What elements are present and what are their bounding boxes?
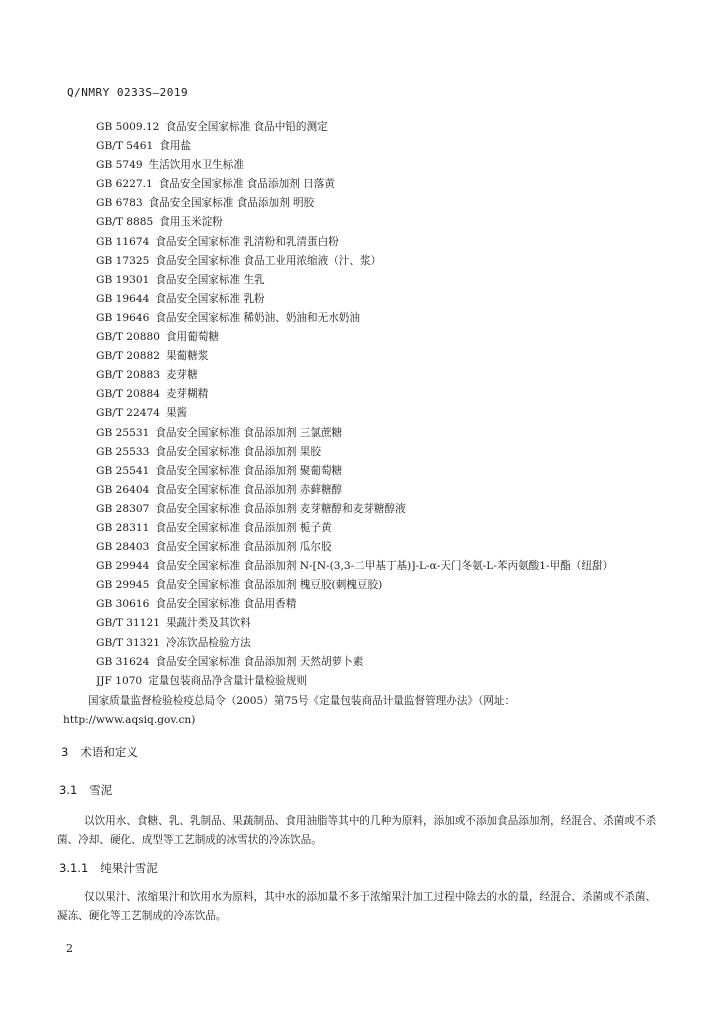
- reference-item: [96, 404, 696, 423]
- reference-title: 食品安全国家标准 食品添加剂 赤藓糖醇: [155, 483, 343, 496]
- reference-item: [96, 271, 696, 290]
- reference-code: GB 28403: [96, 541, 150, 554]
- reference-code: JJF 1070: [96, 674, 143, 687]
- reference-title: 食品安全国家标准 食品工业用浓缩液（汁、浆）: [155, 254, 382, 267]
- reference-item: [96, 672, 696, 691]
- reference-title: 食品安全国家标准 乳清粉和乳清蛋白粉: [155, 235, 339, 248]
- reference-code: GB 25541: [96, 464, 150, 477]
- normative-references-list: [96, 118, 696, 691]
- reference-item: [96, 213, 696, 232]
- reference-item: [96, 156, 696, 175]
- reference-code: GB/T 8885: [96, 216, 154, 229]
- reference-code: GB/T 20880: [96, 331, 160, 344]
- reference-item: [96, 424, 696, 443]
- reference-code: GB 29945: [96, 579, 150, 592]
- reference-code: GB 31624: [96, 655, 150, 668]
- reference-code: GB/T 20883: [96, 369, 160, 382]
- reference-item: [96, 347, 696, 366]
- reference-title: 麦芽糊精: [165, 388, 209, 401]
- reference-title: 冷冻饮品检验方法: [165, 636, 251, 649]
- reference-title: 果葡糖浆: [165, 350, 209, 363]
- reference-code: GB 5749: [96, 159, 143, 172]
- reference-title: 食品安全国家标准 食品添加剂 栀子黄: [155, 521, 332, 534]
- reference-title: 食品安全国家标准 食品添加剂 槐豆胶(刺槐豆胶): [155, 579, 383, 592]
- reference-item: [96, 290, 696, 309]
- reference-code: GB 26404: [96, 483, 150, 496]
- reference-item: [96, 576, 696, 595]
- reference-code: GB 19644: [96, 292, 150, 305]
- reference-title: 食品安全国家标准 食品添加剂 日落黄: [158, 178, 335, 191]
- reference-item: [96, 175, 696, 194]
- reference-item: [96, 137, 696, 156]
- decree-reference: [63, 692, 663, 730]
- decree-line-2: http://www.aqsiq.gov.cn): [63, 714, 196, 726]
- reference-title: 生活饮用水卫生标准: [148, 159, 244, 172]
- section-3-1-body: 以饮用水、食糖、乳、乳制品、果蔬制品、食用油脂等其中的几种为原料，添加或不添加食品添加剂，经混合、杀菌或不杀菌、冷却、硬化、成型等工艺制成的冰雪状的冷冻饮品。: [57, 815, 657, 846]
- reference-code: GB 30616: [96, 598, 150, 611]
- reference-item: [96, 538, 696, 557]
- section-number: 3.1.1: [59, 861, 89, 875]
- reference-item: [96, 366, 696, 385]
- reference-title: 食品安全国家标准 食品中铅的测定: [165, 121, 328, 133]
- reference-title: 果酱: [165, 407, 188, 420]
- reference-item: [96, 252, 696, 271]
- document-code-header: Q/NMRY 0233S—2019: [67, 86, 189, 99]
- section-number: 3: [61, 745, 69, 759]
- reference-item: [96, 462, 696, 481]
- reference-title: 食用盐: [159, 140, 191, 153]
- reference-item: [96, 385, 696, 404]
- reference-title: 食品安全国家标准 食品添加剂 天然胡萝卜素: [155, 655, 364, 668]
- reference-item: [96, 519, 696, 538]
- section-3-1-heading: [59, 782, 112, 798]
- reference-item: [96, 233, 696, 252]
- reference-title: 食用玉米淀粉: [159, 216, 223, 229]
- reference-item: [96, 614, 696, 633]
- reference-item: [96, 328, 696, 347]
- reference-item: [96, 500, 696, 519]
- reference-item: [96, 595, 696, 614]
- reference-code: GB 11674: [96, 235, 150, 248]
- reference-item: [96, 443, 696, 462]
- reference-code: GB 28307: [96, 502, 150, 515]
- section-3-heading: [61, 744, 138, 760]
- section-number: 3.1: [59, 783, 78, 797]
- reference-code: GB 6227.1: [96, 178, 153, 191]
- reference-code: GB 5009.12: [96, 121, 160, 133]
- reference-code: GB/T 20884: [96, 388, 160, 401]
- reference-code: GB 25531: [96, 426, 150, 439]
- reference-code: GB 28311: [96, 521, 150, 534]
- reference-code: GB 25533: [96, 445, 150, 458]
- reference-item: [96, 557, 696, 576]
- reference-code: GB/T 31321: [96, 636, 160, 649]
- section-title: 雪泥: [89, 783, 113, 797]
- section-title: 术语和定义: [80, 745, 138, 759]
- reference-title: 果蔬汁类及其饮料: [165, 617, 251, 630]
- reference-code: GB/T 5461: [96, 140, 154, 153]
- decree-line-1: 国家质量监督检验检疫总局令（2005）第75号《定量包装商品计量监督管理办法》（网址：: [88, 695, 516, 707]
- reference-code: GB 19301: [96, 273, 150, 286]
- reference-title: 食用葡萄糖: [165, 331, 219, 344]
- reference-title: 食品安全国家标准 食品添加剂 瓜尔胶: [155, 541, 332, 554]
- reference-item: [96, 194, 696, 213]
- reference-code: GB/T 22474: [96, 407, 160, 420]
- reference-code: GB 6783: [96, 197, 143, 210]
- reference-title: 食品安全国家标准 食品添加剂 明胶: [148, 197, 315, 210]
- reference-title: 食品安全国家标准 食品添加剂 聚葡萄糖: [155, 464, 343, 477]
- reference-title: 食品安全国家标准 稀奶油、奶油和无水奶油: [155, 311, 360, 324]
- reference-title: 食品安全国家标准 食品添加剂 麦芽糖醇和麦芽糖醇液: [155, 502, 406, 515]
- reference-title: 麦芽糖: [165, 369, 198, 382]
- reference-item: [96, 481, 696, 500]
- reference-code: GB 19646: [96, 311, 150, 324]
- reference-title: 定量包装商品净含量计量检验规则: [148, 674, 308, 687]
- section-3-1-1-heading: [59, 860, 158, 876]
- reference-title: 食品安全国家标准 食品添加剂 果胶: [155, 445, 321, 458]
- section-3-1-1-body: 仅以果汁、浓缩果汁和饮用水为原料，其中水的添加量不多于浓缩果汁加工过程中除去的水的量，经混合、杀菌或不杀菌、凝冻、硬化等工艺制成的冷冻饮品。: [57, 891, 657, 922]
- reference-item: [96, 634, 696, 653]
- reference-code: GB 17325: [96, 254, 150, 267]
- reference-code: GB 29944: [96, 560, 150, 573]
- reference-title: 食品安全国家标准 食品添加剂 N-[N-(3,3-二甲基丁基)]-L-α-天门冬氨-L-苯丙氨酸1-甲酯（纽甜）: [155, 560, 614, 573]
- page-number: 2: [66, 942, 73, 955]
- reference-item: [96, 309, 696, 328]
- reference-title: 食品安全国家标准 食品用香精: [155, 598, 297, 611]
- reference-title: 食品安全国家标准 乳粉: [155, 292, 265, 305]
- reference-title: 食品安全国家标准 食品添加剂 三氯蔗糖: [155, 426, 343, 439]
- reference-title: 食品安全国家标准 生乳: [155, 273, 265, 286]
- reference-item: [96, 118, 696, 137]
- section-title: 纯果汁雪泥: [100, 861, 158, 875]
- reference-code: GB/T 20882: [96, 350, 160, 363]
- reference-code: GB/T 31121: [96, 617, 160, 630]
- reference-item: [96, 653, 696, 672]
